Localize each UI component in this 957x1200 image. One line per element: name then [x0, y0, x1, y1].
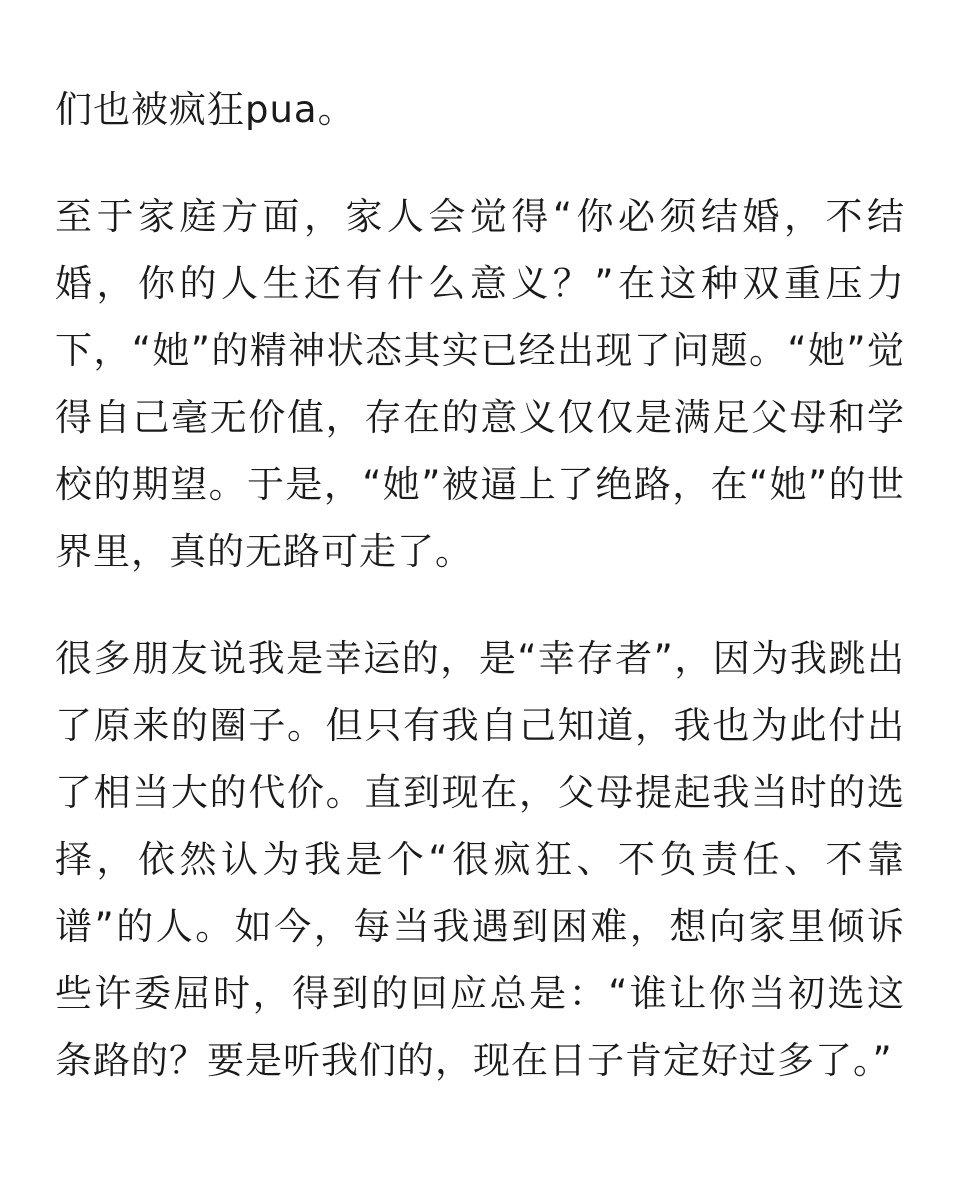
paragraph-1: 们也被疯狂pua。: [55, 88, 356, 131]
paragraph-2: 至于家庭方面，家人会觉得“你必须结婚，不结婚，你的人生还有什么意义？”在这种双重压力下，“她”的精神状态其实已经出现了问题。“她”觉得自己毫无价值，存在的意义仅仅是满足父母和学校的期望。于是，“她”被逼上了绝路，在“她”的世界里，真的无路可走了。: [55, 195, 905, 573]
paragraph-3: 很多朋友说我是幸运的，是“幸存者”，因为我跳出了原来的圈子。但只有我自己知道，我也为此付出了相当大的代价。直到现在，父母提起我当时的选择，依然认为我是个“很疯狂、不负责任、不靠谱”的人。如今，每当我遇到困难，想向家里倾诉些许委屈时，得到的回应总是：“谁让你当初选这条路的？要是听我们的，现在日子肯定好过多了。”: [55, 637, 905, 1082]
article-body: [55, 76, 905, 1094]
